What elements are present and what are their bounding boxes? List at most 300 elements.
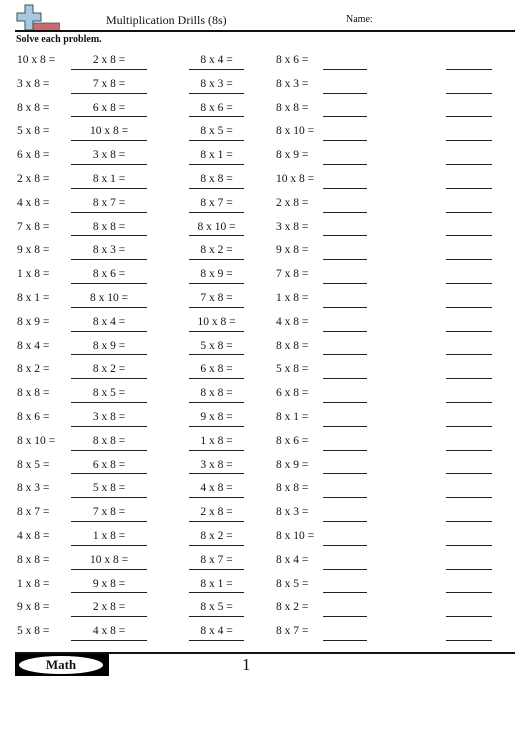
answer-line[interactable] (323, 640, 367, 641)
problem-text: 4 x 8 = (92, 625, 126, 638)
problem-cell[interactable] (446, 431, 492, 455)
answer-line[interactable] (189, 164, 244, 165)
problem-text: 8 x 3 = (92, 244, 126, 257)
page-number: 1 (242, 655, 251, 674)
problem-text: 6 x 8 = (276, 387, 309, 400)
answer-line[interactable] (189, 545, 244, 546)
problem-cell[interactable] (276, 145, 368, 169)
answer-line[interactable] (189, 69, 244, 70)
problem-cell[interactable] (276, 312, 368, 336)
answer-line[interactable] (71, 378, 147, 379)
problem-cell[interactable] (446, 193, 492, 217)
answer-line[interactable] (189, 116, 244, 117)
answer-line[interactable] (189, 450, 244, 451)
problem-cell[interactable] (189, 169, 244, 193)
problem-cell[interactable] (276, 50, 368, 74)
problem-text: 8 x 4 = (200, 54, 233, 66)
problem-text: 8 x 8 = (276, 482, 309, 495)
answer-line[interactable] (189, 140, 244, 141)
answer-line[interactable] (71, 426, 147, 427)
problem-text: 8 x 3 = (200, 77, 233, 90)
problem-cell[interactable] (189, 264, 244, 288)
problem-cell[interactable] (446, 359, 492, 383)
problem-text: 3 x 8 = (92, 410, 126, 423)
problem-cell[interactable] (189, 336, 244, 360)
answer-line[interactable] (446, 497, 492, 498)
answer-line[interactable] (446, 473, 492, 474)
problem-text: 8 x 9 = (200, 268, 233, 281)
answer-line[interactable] (323, 93, 367, 94)
problem-cell[interactable] (71, 478, 147, 502)
problem-cell[interactable] (189, 312, 244, 336)
problem-cell[interactable] (276, 431, 368, 455)
problem-cell[interactable] (189, 526, 244, 550)
answer-line[interactable] (323, 283, 367, 284)
problem-text: 4 x 8 = (200, 482, 233, 495)
problem-cell[interactable] (276, 455, 368, 479)
problem-text: 8 x 2 = (92, 363, 126, 376)
problem-cell[interactable] (71, 431, 147, 455)
problem-cell[interactable] (276, 621, 368, 645)
problem-text: 5 x 8 = (17, 625, 50, 638)
problem-text: 8 x 8 = (17, 387, 50, 400)
answer-line[interactable] (323, 235, 367, 236)
problem-cell[interactable] (276, 264, 368, 288)
problem-text: 2 x 8 = (92, 601, 126, 614)
problem-row (0, 217, 530, 241)
answer-line[interactable] (323, 569, 367, 570)
problem-cell[interactable] (446, 574, 492, 598)
problem-row (0, 478, 530, 502)
answer-line[interactable] (71, 592, 147, 593)
problem-text: 8 x 7 = (17, 506, 50, 519)
problem-cell[interactable] (446, 264, 492, 288)
answer-line[interactable] (446, 188, 492, 189)
problem-cell[interactable] (189, 74, 244, 98)
answer-line[interactable] (323, 354, 367, 355)
answer-line[interactable] (446, 331, 492, 332)
answer-line[interactable] (323, 116, 367, 117)
problem-cell[interactable] (446, 50, 492, 74)
problem-text: 8 x 6 = (92, 268, 126, 281)
problem-row (0, 121, 530, 145)
problem-text: 5 x 8 = (92, 482, 126, 495)
problem-text: 8 x 8 = (200, 172, 233, 185)
answer-line[interactable] (71, 521, 147, 522)
answer-line[interactable] (323, 307, 367, 308)
answer-line[interactable] (71, 640, 147, 641)
problem-text: 8 x 10 = (276, 529, 315, 542)
answer-line[interactable] (323, 426, 367, 427)
problem-cell[interactable] (446, 502, 492, 526)
problem-cell[interactable] (189, 478, 244, 502)
problem-text: 7 x 8 = (92, 506, 126, 519)
answer-line[interactable] (323, 140, 367, 141)
problem-text: 8 x 5 = (200, 601, 233, 614)
problem-cell[interactable] (276, 98, 368, 122)
answer-line[interactable] (71, 331, 147, 332)
problem-cell[interactable] (276, 383, 368, 407)
problem-cell[interactable] (71, 145, 147, 169)
problem-cell[interactable] (189, 98, 244, 122)
problem-text: 10 x 8 = (89, 553, 129, 566)
problem-text: 8 x 9 = (276, 458, 309, 471)
problem-cell[interactable] (189, 431, 244, 455)
answer-line[interactable] (71, 307, 147, 308)
answer-line[interactable] (189, 331, 244, 332)
problem-cell[interactable] (189, 383, 244, 407)
answer-line[interactable] (323, 497, 367, 498)
answer-line[interactable] (71, 188, 147, 189)
problem-cell[interactable] (276, 407, 368, 431)
answer-line[interactable] (323, 378, 367, 379)
problem-cell[interactable] (71, 288, 147, 312)
problem-text: 8 x 4 = (92, 315, 126, 328)
problem-cell[interactable] (189, 502, 244, 526)
problem-cell[interactable] (189, 359, 244, 383)
problem-row (0, 359, 530, 383)
problem-row (0, 145, 530, 169)
answer-line[interactable] (446, 354, 492, 355)
answer-line[interactable] (323, 473, 367, 474)
problem-text: 9 x 8 = (17, 601, 50, 614)
problem-cell[interactable] (276, 478, 368, 502)
problem-cell[interactable] (446, 455, 492, 479)
problem-cell[interactable] (189, 193, 244, 217)
problem-cell[interactable] (276, 193, 368, 217)
answer-line[interactable] (446, 616, 492, 617)
problem-cell[interactable] (71, 526, 147, 550)
problem-text: 8 x 2 = (276, 601, 309, 614)
answer-line[interactable] (446, 140, 492, 141)
answer-line[interactable] (323, 616, 367, 617)
problem-row (0, 169, 530, 193)
answer-line[interactable] (189, 640, 244, 641)
problem-cell[interactable] (189, 217, 244, 241)
problem-cell[interactable] (71, 98, 147, 122)
problem-cell[interactable] (276, 574, 368, 598)
problem-text: 2 x 8 = (200, 506, 233, 519)
problem-cell[interactable] (71, 336, 147, 360)
answer-line[interactable] (323, 450, 367, 451)
answer-line[interactable] (71, 212, 147, 213)
problem-text: 8 x 8 = (92, 434, 126, 447)
problem-text: 4 x 8 = (17, 529, 50, 542)
answer-line[interactable] (189, 616, 244, 617)
problem-cell[interactable] (276, 169, 368, 193)
answer-line[interactable] (71, 69, 147, 70)
problem-row (0, 526, 530, 550)
problem-text: 8 x 7 = (276, 625, 309, 638)
answer-line[interactable] (189, 402, 244, 403)
problem-cell[interactable] (189, 50, 244, 74)
answer-line[interactable] (446, 93, 492, 94)
problem-cell[interactable] (446, 526, 492, 550)
problem-cell[interactable] (189, 288, 244, 312)
problem-cell[interactable] (71, 121, 147, 145)
problem-text: 10 x 8 = (17, 54, 56, 66)
answer-line[interactable] (189, 188, 244, 189)
problem-text: 8 x 1 = (92, 172, 126, 185)
problem-cell[interactable] (446, 336, 492, 360)
answer-line[interactable] (323, 402, 367, 403)
problem-grid (0, 50, 530, 645)
problem-cell[interactable] (446, 597, 492, 621)
answer-line[interactable] (189, 569, 244, 570)
problem-text: 1 x 8 = (17, 577, 50, 590)
answer-line[interactable] (446, 450, 492, 451)
problem-cell[interactable] (276, 288, 368, 312)
problem-cell[interactable] (276, 217, 368, 241)
answer-line[interactable] (446, 212, 492, 213)
problem-cell[interactable] (446, 217, 492, 241)
problem-text: 8 x 10 = (276, 125, 315, 138)
problem-text: 8 x 8 = (200, 387, 233, 400)
problem-cell[interactable] (189, 240, 244, 264)
answer-line[interactable] (446, 283, 492, 284)
problem-text: 8 x 2 = (200, 244, 233, 257)
problem-cell[interactable] (276, 550, 368, 574)
answer-line[interactable] (446, 569, 492, 570)
problem-cell[interactable] (446, 478, 492, 502)
problem-text: 8 x 2 = (200, 529, 233, 542)
plus-cross-icon (16, 4, 60, 32)
problem-text: 5 x 8 = (17, 125, 50, 138)
answer-line[interactable] (71, 116, 147, 117)
problem-text: 8 x 5 = (17, 458, 50, 471)
problem-text: 10 x 8 = (197, 315, 236, 328)
answer-line[interactable] (446, 592, 492, 593)
answer-line[interactable] (71, 450, 147, 451)
worksheet-header (0, 0, 530, 34)
problem-cell[interactable] (71, 597, 147, 621)
problem-cell[interactable] (71, 74, 147, 98)
problem-row (0, 383, 530, 407)
answer-line[interactable] (71, 164, 147, 165)
problem-cell[interactable] (71, 455, 147, 479)
problem-text: 6 x 8 = (17, 149, 50, 162)
problem-text: 5 x 8 = (276, 363, 309, 376)
answer-line[interactable] (446, 69, 492, 70)
answer-line[interactable] (71, 497, 147, 498)
problem-text: 8 x 8 = (17, 553, 50, 566)
problem-text: 8 x 3 = (276, 506, 309, 519)
answer-line[interactable] (189, 497, 244, 498)
problem-cell[interactable] (276, 502, 368, 526)
problem-text: 2 x 8 = (17, 172, 50, 185)
answer-line[interactable] (446, 235, 492, 236)
answer-line[interactable] (71, 545, 147, 546)
math-badge (15, 654, 109, 676)
answer-line[interactable] (189, 212, 244, 213)
problem-cell[interactable] (71, 359, 147, 383)
answer-line[interactable] (71, 473, 147, 474)
problem-cell[interactable] (71, 193, 147, 217)
answer-line[interactable] (446, 259, 492, 260)
problem-cell[interactable] (71, 240, 147, 264)
problem-cell[interactable] (189, 574, 244, 598)
page-title: Multiplication Drills (8s) (106, 13, 227, 27)
problem-cell[interactable] (446, 407, 492, 431)
problem-cell[interactable] (189, 121, 244, 145)
answer-line[interactable] (446, 307, 492, 308)
problem-text: 8 x 10 = (17, 434, 56, 447)
problem-text: 3 x 8 = (200, 458, 233, 471)
problem-row (0, 50, 530, 74)
problem-cell[interactable] (189, 145, 244, 169)
problem-cell[interactable] (189, 550, 244, 574)
problem-cell[interactable] (276, 359, 368, 383)
problem-cell[interactable] (446, 240, 492, 264)
problem-text: 8 x 8 = (276, 101, 309, 114)
answer-line[interactable] (323, 521, 367, 522)
problem-text: 8 x 2 = (17, 363, 50, 376)
problem-cell[interactable] (446, 550, 492, 574)
problem-text: 8 x 1 = (200, 149, 233, 162)
problem-text: 6 x 8 = (200, 363, 233, 376)
problem-cell[interactable] (446, 312, 492, 336)
problem-text: 7 x 8 = (92, 77, 126, 90)
problem-cell[interactable] (71, 383, 147, 407)
problem-text: 4 x 8 = (276, 315, 309, 328)
answer-line[interactable] (189, 378, 244, 379)
problem-text: 10 x 8 = (276, 172, 315, 185)
problem-cell[interactable] (71, 312, 147, 336)
answer-line[interactable] (189, 283, 244, 284)
problem-cell[interactable] (189, 621, 244, 645)
problem-text: 7 x 8 = (17, 220, 50, 233)
problem-cell[interactable] (446, 121, 492, 145)
problem-cell[interactable] (71, 169, 147, 193)
problem-row (0, 288, 530, 312)
problem-text: 2 x 8 = (92, 54, 126, 66)
answer-line[interactable] (71, 569, 147, 570)
problem-cell[interactable] (276, 74, 368, 98)
problem-text: 5 x 8 = (200, 339, 233, 352)
problem-row (0, 240, 530, 264)
problem-cell[interactable] (446, 98, 492, 122)
answer-line[interactable] (71, 283, 147, 284)
answer-line[interactable] (323, 545, 367, 546)
answer-line[interactable] (446, 521, 492, 522)
answer-line[interactable] (189, 354, 244, 355)
answer-line[interactable] (446, 116, 492, 117)
problem-text: 3 x 8 = (92, 149, 126, 162)
problem-cell[interactable] (71, 574, 147, 598)
problem-cell[interactable] (189, 407, 244, 431)
answer-line[interactable] (71, 93, 147, 94)
answer-line[interactable] (446, 402, 492, 403)
answer-line[interactable] (446, 378, 492, 379)
problem-cell[interactable] (446, 383, 492, 407)
problem-text: 8 x 9 = (92, 339, 126, 352)
problem-row (0, 193, 530, 217)
problem-cell[interactable] (71, 407, 147, 431)
answer-line[interactable] (446, 164, 492, 165)
answer-line[interactable] (189, 426, 244, 427)
problem-text: 8 x 4 = (276, 553, 309, 566)
problem-row (0, 621, 530, 645)
problem-cell[interactable] (276, 597, 368, 621)
answer-line[interactable] (189, 521, 244, 522)
answer-line[interactable] (71, 354, 147, 355)
answer-line[interactable] (189, 307, 244, 308)
answer-line[interactable] (446, 545, 492, 546)
problem-cell[interactable] (276, 336, 368, 360)
answer-line[interactable] (323, 188, 367, 189)
problem-text: 8 x 1 = (276, 410, 309, 423)
answer-line[interactable] (189, 93, 244, 94)
answer-line[interactable] (71, 616, 147, 617)
problem-text: 10 x 8 = (89, 125, 129, 138)
problem-cell[interactable] (189, 455, 244, 479)
problem-row (0, 574, 530, 598)
answer-line[interactable] (323, 164, 367, 165)
problem-text: 8 x 6 = (200, 101, 233, 114)
answer-line[interactable] (323, 259, 367, 260)
problem-text: 8 x 7 = (200, 553, 233, 566)
instructions: Solve each problem. (16, 34, 102, 45)
answer-line[interactable] (189, 259, 244, 260)
problem-row (0, 336, 530, 360)
answer-line[interactable] (323, 212, 367, 213)
answer-line[interactable] (71, 402, 147, 403)
answer-line[interactable] (189, 235, 244, 236)
problem-cell[interactable] (446, 288, 492, 312)
math-badge-label: Math (19, 656, 103, 674)
problem-cell[interactable] (446, 74, 492, 98)
problem-cell[interactable] (276, 526, 368, 550)
problem-cell[interactable] (446, 169, 492, 193)
answer-line[interactable] (71, 235, 147, 236)
problem-cell[interactable] (446, 145, 492, 169)
problem-row (0, 550, 530, 574)
problem-cell[interactable] (71, 264, 147, 288)
answer-line[interactable] (71, 259, 147, 260)
problem-cell[interactable] (71, 550, 147, 574)
answer-line[interactable] (189, 473, 244, 474)
answer-line[interactable] (323, 331, 367, 332)
problem-text: 8 x 6 = (276, 54, 309, 66)
problem-text: 8 x 7 = (200, 196, 233, 209)
problem-cell[interactable] (276, 121, 368, 145)
answer-line[interactable] (189, 592, 244, 593)
answer-line[interactable] (323, 592, 367, 593)
problem-cell[interactable] (189, 597, 244, 621)
problem-text: 2 x 8 = (276, 196, 309, 209)
problem-cell[interactable] (276, 240, 368, 264)
problem-text: 8 x 8 = (92, 220, 126, 233)
answer-line[interactable] (446, 640, 492, 641)
problem-text: 6 x 8 = (92, 458, 126, 471)
problem-text: 9 x 8 = (200, 410, 233, 423)
problem-text: 8 x 10 = (89, 291, 129, 304)
problem-row (0, 74, 530, 98)
answer-line[interactable] (323, 69, 367, 70)
problem-cell[interactable] (446, 621, 492, 645)
problem-cell[interactable] (71, 217, 147, 241)
problem-text: 8 x 5 = (200, 125, 233, 138)
problem-cell[interactable] (71, 50, 147, 74)
problem-row (0, 407, 530, 431)
problem-cell[interactable] (71, 502, 147, 526)
answer-line[interactable] (71, 140, 147, 141)
problem-cell[interactable] (71, 621, 147, 645)
problem-text: 1 x 8 = (92, 529, 126, 542)
problem-text: 8 x 4 = (17, 339, 50, 352)
answer-line[interactable] (446, 426, 492, 427)
problem-text: 9 x 8 = (17, 244, 50, 257)
